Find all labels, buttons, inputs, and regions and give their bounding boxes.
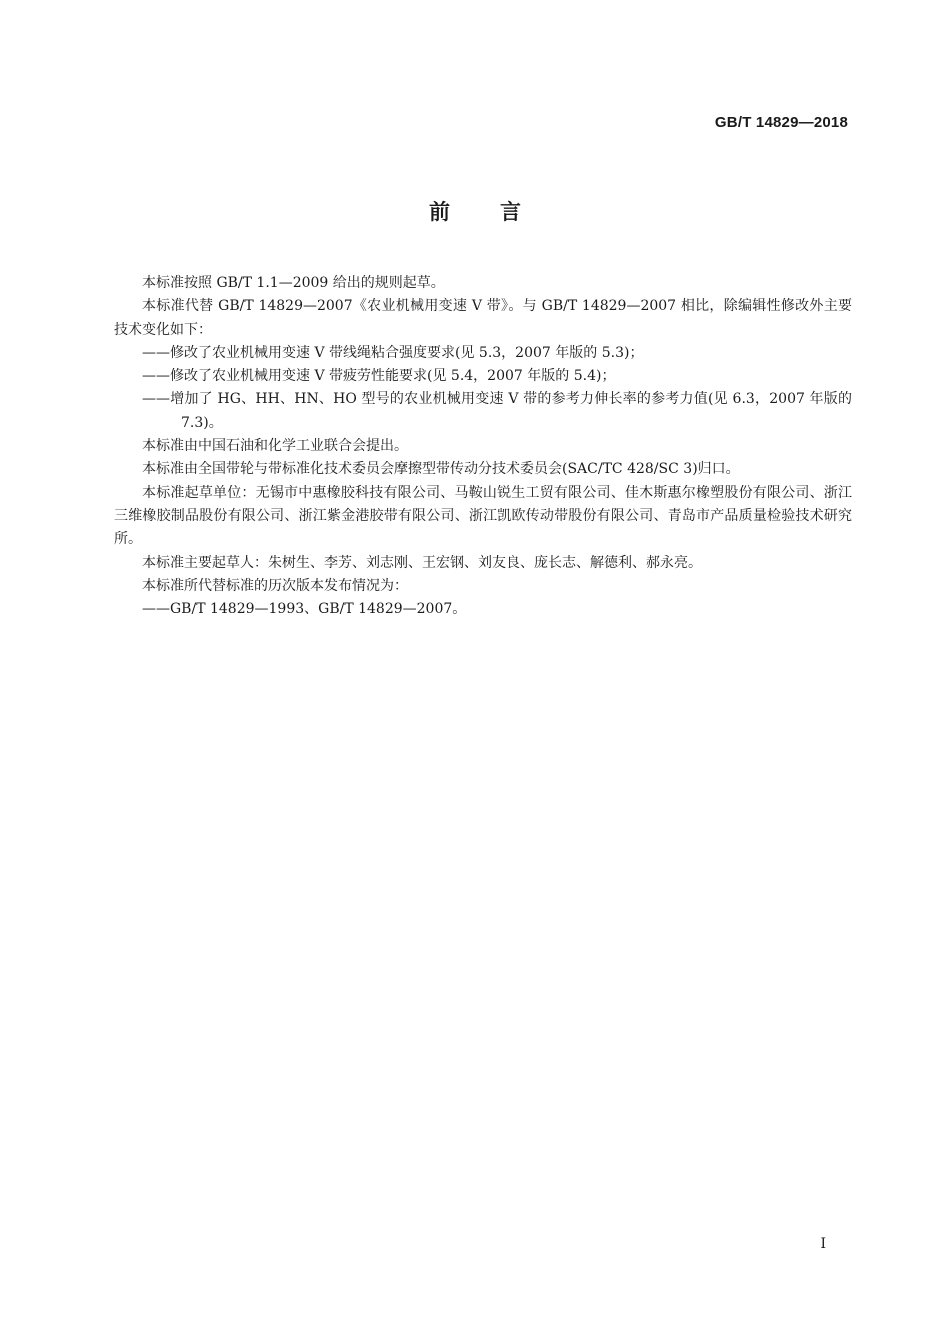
paragraph-drafting-rules: 本标准按照 GB/T 1.1—2009 给出的规则起草。 — [142, 275, 445, 291]
standard-code: GB/T 14829—2018 — [714, 114, 848, 131]
paragraph-proposer: 本标准由中国石油和化学工业联合会提出。 — [142, 438, 408, 455]
paragraph-drafting-units: 本标准起草单位：无锡市中惠橡胶科技有限公司、马鞍山锐生工贸有限公司、佳木斯惠尔橡塑股份有限公司、浙江三维橡胶制品股份有限公司、浙江紫金港胶带有限公司、浙江凯欧传动带股份有限公司、青岛市产品质量检验技术研究所。 — [114, 484, 852, 548]
paragraph-replacement: 本标准代替 GB/T 14829—2007《农业机械用变速 V 带》。与 GB/T 14829—2007 相比，除编辑性修改外主要技术变化如下： — [114, 298, 852, 338]
paragraph-drafters: 本标准主要起草人：朱树生、李芳、刘志刚、王宏钢、刘友良、庞长志、解德利、郝永亮。 — [142, 554, 702, 571]
paragraph-history: 本标准所代替标准的历次版本发布情况为： — [142, 577, 408, 594]
list-item-change-2: ——修改了农业机械用变速 V 带疲劳性能要求(见 5.4，2007 年版的 5.4)； — [142, 368, 616, 385]
page-number: I — [820, 1236, 826, 1252]
list-item-history-1: ——GB/T 14829—1993、GB/T 14829—2007。 — [142, 601, 467, 618]
list-item-change-1: ——修改了农业机械用变速 V 带线绳粘合强度要求(见 5.3，2007 年版的 5.3)； — [142, 344, 644, 361]
paragraph-committee: 本标准由全国带轮与带标准化技术委员会摩擦型带传动分技术委员会(SAC/TC 428/SC 3)归口。 — [142, 461, 740, 478]
list-item-change-3: ——增加了 HG、HH、HN、HO 型号的农业机械用变速 V 带的参考力伸长率的参考力值(见 6.3，2007 年版的 7.3)。 — [142, 391, 852, 431]
page-title: 前言 — [429, 200, 571, 224]
foreword-body — [114, 272, 852, 621]
